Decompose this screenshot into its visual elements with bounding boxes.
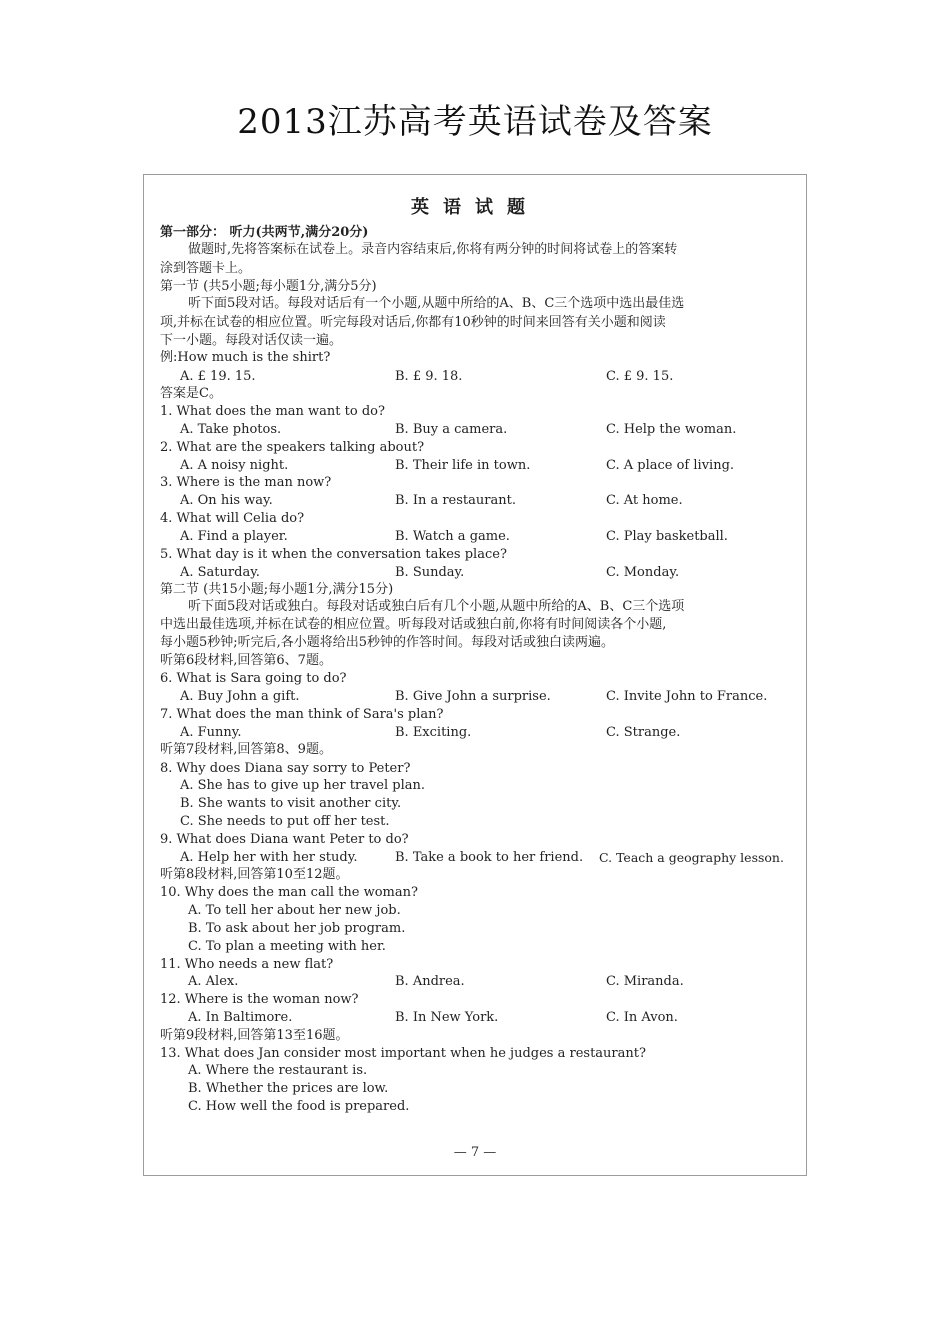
section1-instruction: 听下面5段对话。每段对话后有一个小题,从题中所给的A、B、C三个选项中选出最佳选 <box>188 296 685 311</box>
page-number: — 7 — <box>453 1145 497 1160</box>
exam-title: 英语试题 <box>411 197 539 218</box>
option-a: A. Funny. <box>180 725 242 740</box>
option-c: C. To plan a meeting with her. <box>188 939 386 954</box>
option-c: C. Help the woman. <box>606 422 737 437</box>
option-c: C. Play basketball. <box>606 529 728 544</box>
question: 6. What is Sara going to do? <box>160 671 347 686</box>
section1-instruction: 项,并标在试卷的相应位置。听完每段对话后,你都有10秒钟的时间来回答有关小题和阅读 <box>160 315 666 330</box>
example-question: 例:How much is the shirt? <box>160 350 331 365</box>
option-c: C. Miranda. <box>606 974 684 989</box>
option-b: B. Their life in town. <box>395 458 531 473</box>
option-b: B. Watch a game. <box>395 529 510 544</box>
part1-instruction: 涂到答题卡上。 <box>160 261 252 276</box>
question: 2. What are the speakers talking about? <box>160 440 425 455</box>
material-heading: 听第7段材料,回答第8、9题。 <box>160 742 332 757</box>
option-a: A. Take photos. <box>180 422 282 437</box>
option-b: B. She wants to visit another city. <box>180 796 402 811</box>
part1-instruction: 做题时,先将答案标在试卷上。录音内容结束后,你将有两分钟的时间将试卷上的答案转 <box>188 242 678 257</box>
option-a: A. To tell her about her new job. <box>188 903 401 918</box>
option-a: A. £ 19. 15. <box>180 369 256 384</box>
question: 7. What does the man think of Sara's plan? <box>160 707 444 722</box>
option-b: B. In a restaurant. <box>395 493 516 508</box>
question: 13. What does Jan consider most important when he judges a restaurant? <box>160 1046 646 1061</box>
option-b: B. In New York. <box>395 1010 499 1025</box>
option-a: A. On his way. <box>180 493 273 508</box>
section2-instruction: 听下面5段对话或独白。每段对话或独白后有几个小题,从题中所给的A、B、C三个选项 <box>188 599 685 614</box>
option-b: B. To ask about her job program. <box>188 921 406 936</box>
option-a: A. Buy John a gift. <box>180 689 300 704</box>
question: 12. Where is the woman now? <box>160 992 359 1007</box>
option-c: C. How well the food is prepared. <box>188 1099 410 1114</box>
scanned-exam-page <box>143 174 807 1176</box>
question: 9. What does Diana want Peter to do? <box>160 832 409 847</box>
option-c: C. £ 9. 15. <box>606 369 674 384</box>
material-heading: 听第8段材料,回答第10至12题。 <box>160 867 349 882</box>
section1-heading: 第一节 (共5小题;每小题1分,满分5分) <box>160 279 377 294</box>
option-a: A. Help her with her study. <box>180 850 358 865</box>
option-c: C. Invite John to France. <box>606 689 768 704</box>
question: 1. What does the man want to do? <box>160 404 385 419</box>
document-title: 2013江苏高考英语试卷及答案 <box>237 102 713 142</box>
option-c: C. A place of living. <box>606 458 735 473</box>
question: 8. Why does Diana say sorry to Peter? <box>160 761 411 776</box>
option-c: C. In Avon. <box>606 1010 678 1025</box>
section1-instruction: 下一小题。每段对话仅读一遍。 <box>160 333 343 348</box>
option-c: C. She needs to put off her test. <box>180 814 390 829</box>
option-c: C. At home. <box>606 493 683 508</box>
option-b: B. Exciting. <box>395 725 472 740</box>
option-a: A. In Baltimore. <box>188 1010 293 1025</box>
option-b: B. Sunday. <box>395 565 465 580</box>
option-b: B. Whether the prices are low. <box>188 1081 389 1096</box>
option-b: B. Take a book to her friend. <box>395 850 584 865</box>
example-answer: 答案是C。 <box>160 386 222 401</box>
material-heading: 听第9段材料,回答第13至16题。 <box>160 1028 349 1043</box>
option-a: A. Find a player. <box>180 529 288 544</box>
option-c: C. Monday. <box>606 565 680 580</box>
section2-instruction: 每小题5秒钟;听完后,各小题将给出5秒钟的作答时间。每段对话或独白读两遍。 <box>160 635 615 650</box>
question: 4. What will Celia do? <box>160 511 305 526</box>
option-b: B. £ 9. 18. <box>395 369 463 384</box>
question: 5. What day is it when the conversation takes place? <box>160 547 507 562</box>
option-c: C. Strange. <box>606 725 681 740</box>
option-b: B. Andrea. <box>395 974 465 989</box>
option-a: A. She has to give up her travel plan. <box>180 778 426 793</box>
question: 10. Why does the man call the woman? <box>160 885 418 900</box>
option-a: A. Saturday. <box>180 565 260 580</box>
material-heading: 听第6段材料,回答第6、7题。 <box>160 653 332 668</box>
option-b: B. Give John a surprise. <box>395 689 551 704</box>
section2-heading: 第二节 (共15小题;每小题1分,满分15分) <box>160 582 394 597</box>
part1-heading: 第一部分： 听力(共两节,满分20分) <box>160 225 369 240</box>
option-a: A. A noisy night. <box>180 458 289 473</box>
question: 3. Where is the man now? <box>160 475 332 490</box>
option-c: C. Teach a geography lesson. <box>599 850 784 865</box>
option-a: A. Alex. <box>188 974 239 989</box>
option-b: B. Buy a camera. <box>395 422 508 437</box>
section2-instruction: 中选出最佳选项,并标在试卷的相应位置。听每段对话或独白前,你将有时间阅读各个小题, <box>160 617 667 632</box>
option-a: A. Where the restaurant is. <box>188 1063 368 1078</box>
question: 11. Who needs a new flat? <box>160 957 334 972</box>
